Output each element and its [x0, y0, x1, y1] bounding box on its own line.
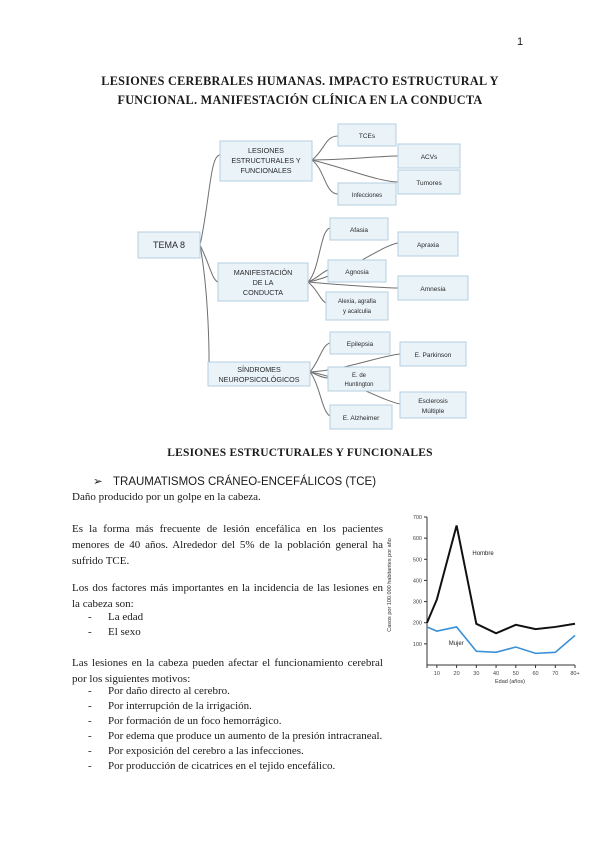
page-title-line-1: LESIONES CEREBRALES HUMANAS. IMPACTO ESTRUCTURAL Y	[101, 74, 499, 88]
section-heading: LESIONES ESTRUCTURALES Y FUNCIONALES	[167, 447, 433, 459]
paragraph-line: por los siguientes motivos:	[72, 673, 191, 685]
x-tick-label: 10	[433, 671, 440, 677]
subsection-heading	[93, 474, 376, 488]
paragraph-line: Las lesiones en la cabeza pueden afectar el funcionamiento cerebral	[72, 657, 383, 669]
mindmap-branch-label: NEUROPSICOLÓGICOS	[218, 375, 300, 384]
mindmap-branch-label: FUNCIONALES	[240, 166, 292, 175]
mindmap-leaf-label: Esclerosis	[418, 398, 448, 405]
x-tick-label: 20	[453, 671, 460, 677]
y-tick-label: 300	[412, 599, 422, 606]
leaf-connector	[312, 136, 338, 160]
paragraph-line: la cabeza son:	[72, 598, 134, 610]
definition-paragraph: Daño producido por un golpe en la cabeza.	[72, 491, 261, 503]
mindmap-leaf-label: Amnesia	[420, 286, 446, 293]
list-item: - Por producción de cicatrices en el tejido encefálico.	[88, 759, 382, 774]
list-item: - La edad	[88, 610, 143, 625]
list-item: - El sexo	[88, 625, 143, 640]
arrow-bullet-icon: ➢	[93, 476, 103, 488]
mindmap-leaf-label: Agnosia	[345, 269, 369, 276]
paragraph-line: Es la forma más frecuente de lesión encefálica en los pacientes	[72, 523, 383, 535]
list-item: - Por interrupción de la irrigación.	[88, 699, 382, 714]
mindmap-leaf-label: Infecciones	[351, 193, 383, 199]
x-tick-label: 80+	[570, 671, 580, 677]
mindmap-branch-label: DE LA	[252, 278, 274, 287]
page-title-line-2: FUNCIONAL. MANIFESTACIÓN CLÍNICA EN LA CONDUCTA	[117, 93, 483, 107]
series-label-hombre: Hombre	[472, 551, 494, 558]
y-tick-label: 400	[412, 578, 422, 585]
list-item: - Por formación de un foco hemorrágico.	[88, 714, 382, 729]
mindmap-branch-label: ESTRUCTURALES Y	[231, 156, 301, 165]
y-tick-label: 500	[412, 557, 422, 564]
series-label-mujer: Mujer	[448, 640, 464, 647]
y-tick-label: 600	[412, 536, 422, 543]
list-item: - Por edema que produce un aumento de la presión intracraneal.	[88, 729, 382, 744]
leaf-connector	[308, 282, 398, 288]
mindmap-leaf-label: E. Parkinson	[414, 352, 452, 359]
effects-paragraph	[72, 655, 383, 687]
x-axis-label: Edad (años)	[495, 679, 525, 685]
leaf-connector	[308, 270, 328, 282]
paragraph-line: Los dos factores más importantes en la incidencia de las lesiones en	[72, 582, 383, 594]
x-tick-label: 40	[493, 671, 500, 677]
mindmap-leaf-label: E. Alzheimer	[342, 415, 380, 422]
leaf-connector	[312, 160, 338, 194]
mindmap-leaf-label: Múltiple	[421, 408, 445, 415]
page-number: 1	[517, 36, 524, 48]
mindmap-branch-label: LESIONES	[248, 146, 284, 155]
mindmap-branch-label: CONDUCTA	[242, 288, 284, 297]
y-tick-label: 100	[412, 641, 422, 648]
leaf-connector	[312, 156, 398, 160]
x-tick-label: 50	[512, 671, 519, 677]
y-axis-label: Casos por 100.000 habitantes por año	[387, 538, 393, 632]
frequency-paragraph	[72, 521, 383, 569]
factors-paragraph	[72, 580, 383, 612]
series-line-hombre	[427, 525, 575, 633]
paragraph-line: menores de 40 años. Alrededor del 5% de la población general ha	[72, 539, 383, 551]
list-item: - Por exposición del cerebro a las infecciones.	[88, 744, 382, 759]
leaf-connector	[310, 343, 330, 372]
leaf-connector	[308, 228, 330, 282]
leaf-connector	[308, 282, 326, 303]
branch-connector	[200, 155, 220, 245]
mindmap-branch-label: MANIFESTACIÓN	[233, 268, 293, 277]
leaf-connector	[312, 160, 398, 182]
subsection-heading-text: TRAUMATISMOS CRÁNEO-ENCEFÁLICOS (TCE)	[113, 476, 377, 488]
mindmap-leaf-label: TCEs	[358, 133, 376, 140]
mindmap-leaf-label: y acalculia	[342, 309, 372, 315]
mindmap-root-label: TEMA 8	[152, 240, 186, 250]
mindmap-branch-label: SÍNDROMES	[237, 365, 281, 374]
mindmap-leaf-label: ACVs	[420, 154, 438, 161]
tce-incidence-chart	[385, 505, 585, 685]
x-tick-label: 70	[552, 671, 559, 677]
mindmap-leaf-label: E. de	[351, 373, 367, 379]
effects-list	[88, 684, 382, 774]
y-tick-label: 200	[412, 620, 422, 627]
mindmap-leaf-label: Epilepsia	[346, 341, 374, 348]
leaf-connector	[310, 372, 330, 416]
mindmap-leaf-label: Alexia, agrafia	[337, 299, 377, 305]
list-item: - Por daño directo al cerebro.	[88, 684, 382, 699]
mindmap-leaf-label: Tumores	[416, 180, 442, 187]
mindmap-leaf-label: Afasia	[349, 227, 369, 234]
mindmap-leaf-label: Apraxia	[416, 242, 440, 249]
factors-list	[88, 610, 143, 640]
mindmap-leaf-node	[326, 292, 388, 320]
y-tick-label: 700	[412, 515, 422, 521]
x-tick-label: 30	[473, 671, 480, 677]
paragraph-line: sufrido TCE.	[72, 555, 130, 567]
mindmap-leaf-label: Huntington	[344, 382, 374, 388]
x-tick-label: 60	[532, 671, 539, 677]
